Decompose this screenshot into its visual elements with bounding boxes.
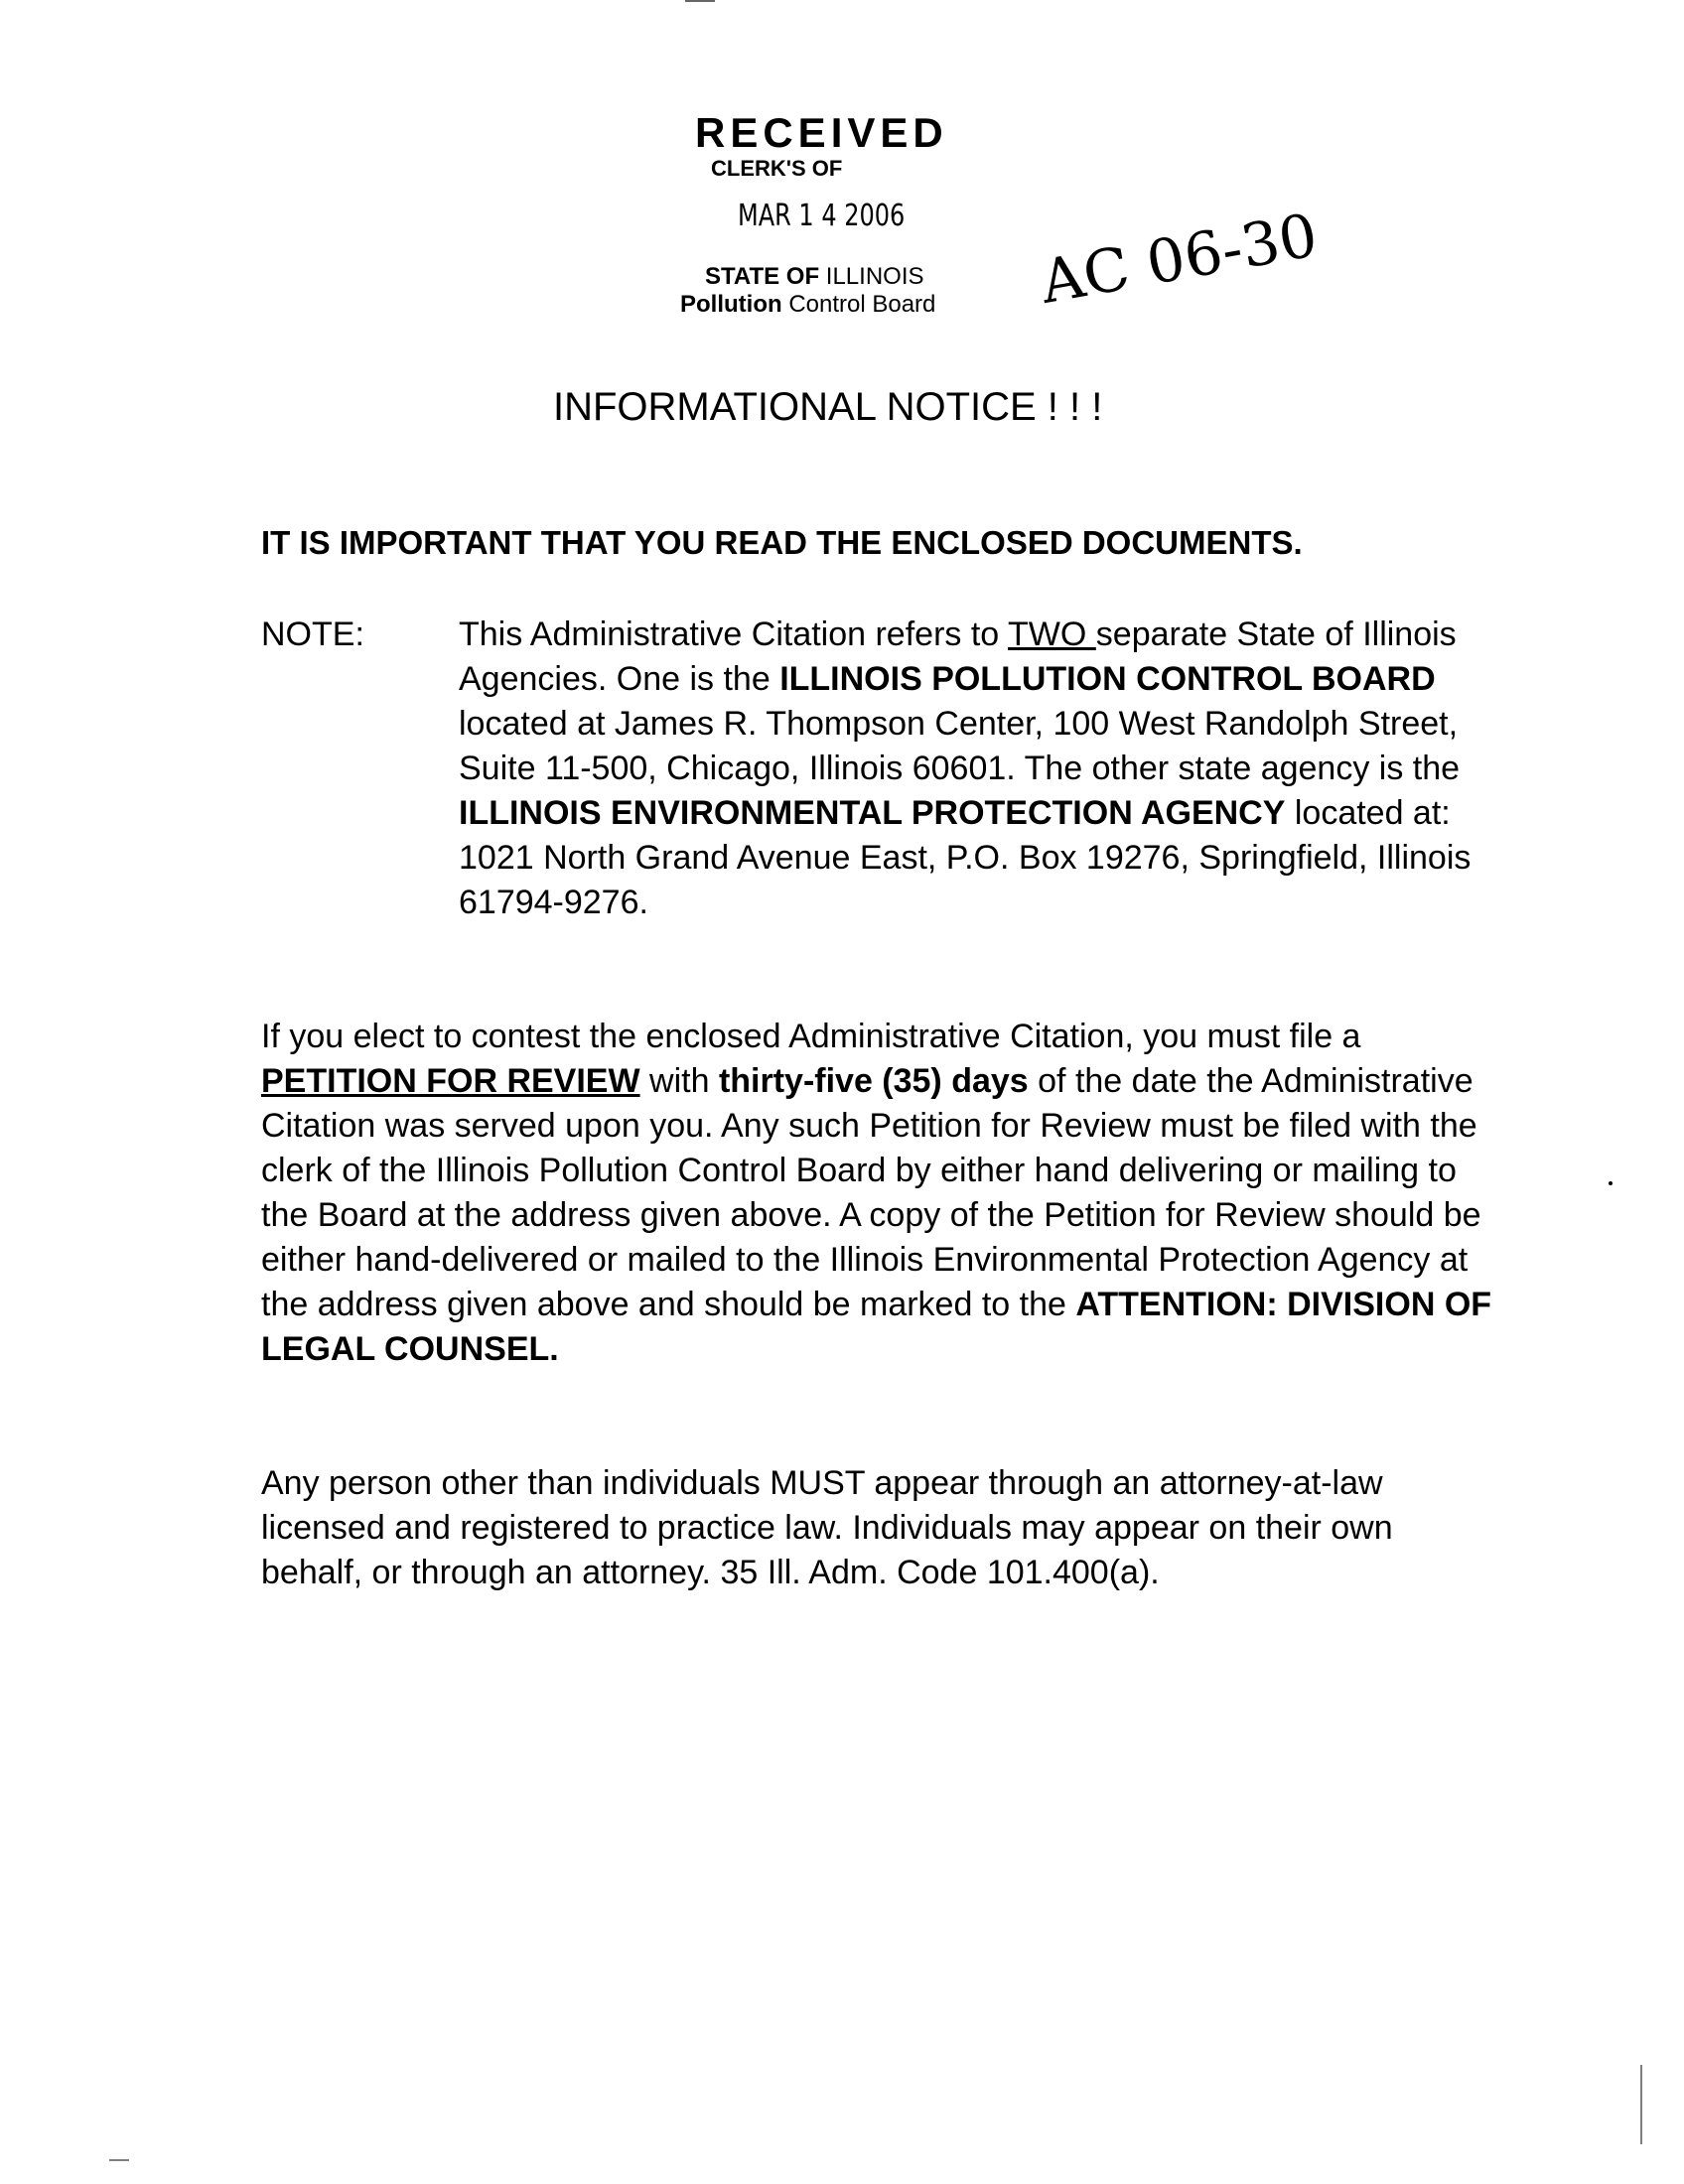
scan-edge-mark <box>685 0 715 2</box>
stamp-board-name: Control Board <box>788 291 936 318</box>
stamp-state-prefix: STATE OF <box>705 263 826 290</box>
handwritten-case-number: AC 06-30 <box>1035 201 1324 318</box>
note-body <box>459 613 1472 925</box>
note-text-3: separate State of Illinois Agencies. One is the <box>459 615 1457 698</box>
petition-text-5: of the date the Administrative Citation was served upon you. Any such Petition for Review must be filed with the clerk of the Illinois Pollution Control Board by either hand delivering or mailing to the Board at the address given above. A copy of the Petition for Review should be either hand-delivered or mailed to the Illinois Environmental Protection Agency at the address given above and should be marked to the <box>261 1062 1481 1323</box>
important-heading: IT IS IMPORTANT THAT YOU READ THE ENCLOSED DOCUMENTS. <box>261 524 1303 561</box>
scan-edge-mark <box>1640 2065 1642 2144</box>
stamp-state <box>705 263 924 291</box>
note-text-two: TWO <box>1008 615 1096 653</box>
attorney-paragraph <box>261 1461 1492 1595</box>
notice-title: INFORMATIONAL NOTICE ! ! ! <box>553 385 1103 429</box>
note-text-1: This Administrative Citation refers to <box>459 615 1009 653</box>
note-text-7: located at: 1021 North Grand Avenue East, P.O. Box 19276, Springfield, Illinois 61794-9276. <box>459 794 1472 921</box>
stamp-state-name: ILLINOIS <box>825 263 924 290</box>
attorney-text: Any person other than individuals MUST appear through an attorney-at-law licensed and registered to practice law. Individuals may appear on their own behalf, or through an attorney. 35 Ill. Adm. Code 101.400(a). <box>261 1464 1393 1591</box>
petition-for-review: PETITION FOR REVIEW <box>261 1062 640 1100</box>
stamp-date: MAR 1 4 2006 <box>738 199 906 233</box>
petition-text-3: with <box>639 1062 719 1100</box>
stamp-received: RECEIVED <box>695 109 948 156</box>
stamp-board <box>680 291 935 319</box>
scan-edge-mark <box>109 2159 129 2161</box>
stamp-clerk: CLERK'S OF <box>711 156 843 181</box>
note-agency-name: ILLINOIS ENVIRONMENTAL PROTECTION AGENCY <box>459 794 1286 832</box>
petition-text-1: If you elect to contest the enclosed Administrative Citation, you must file a <box>261 1018 1361 1055</box>
attention-legal-counsel: ATTENTION: DIVISION OF LEGAL COUNSEL. <box>261 1286 1492 1368</box>
scan-speck <box>1609 1181 1613 1185</box>
note-label: NOTE: <box>261 615 364 653</box>
note-text-5: located at James R. Thompson Center, 100 West Randolph Street, Suite 11-500, Chicago, Illinois 60601. The other state agency is the <box>459 705 1461 787</box>
petition-deadline: thirty-five (35) days <box>718 1062 1029 1100</box>
petition-paragraph <box>261 1015 1492 1372</box>
note-board-name: ILLINOIS POLLUTION CONTROL BOARD <box>779 660 1436 698</box>
stamp-board-prefix: Pollution <box>680 291 789 318</box>
